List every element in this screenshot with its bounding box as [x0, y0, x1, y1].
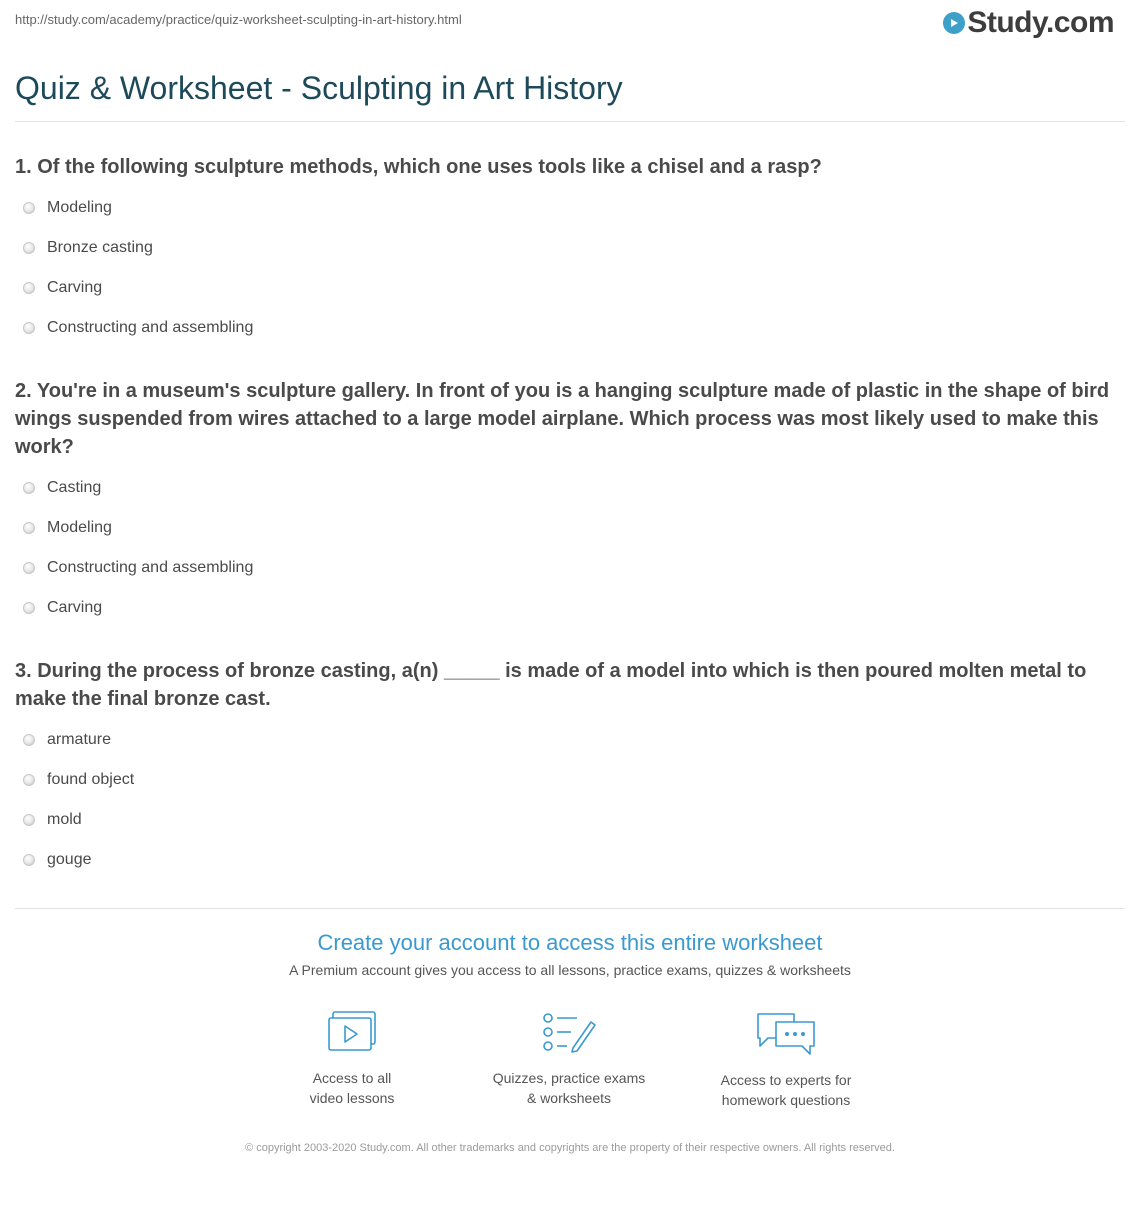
answer-option[interactable]	[15, 268, 1115, 308]
answer-label: found object	[47, 771, 135, 788]
page-title: Quiz & Worksheet - Sculpting in Art History	[15, 70, 623, 106]
answer-label: Carving	[47, 599, 103, 616]
play-icon	[943, 12, 965, 34]
study-logo[interactable]	[943, 6, 1114, 40]
radio-button[interactable]	[23, 522, 35, 534]
signup-cta	[0, 930, 1140, 978]
radio-button[interactable]	[23, 602, 35, 614]
question-1	[15, 153, 1115, 348]
answer-option[interactable]	[15, 468, 1115, 508]
copyright-footer: © copyright 2003-2020 Study.com. All other trademarks and copyrights are the property of their respective owners. All rights reserved.	[245, 1142, 895, 1154]
radio-button[interactable]	[23, 562, 35, 574]
answer-option[interactable]	[15, 188, 1115, 228]
answer-option[interactable]	[15, 840, 1115, 880]
divider	[15, 908, 1125, 909]
question-text: 1. Of the following sculpture methods, which one uses tools like a chisel and a rasp?	[15, 156, 822, 178]
radio-button[interactable]	[23, 814, 35, 826]
answer-label: Modeling	[47, 519, 112, 536]
feature-quizzes	[469, 1010, 669, 1108]
answer-label: armature	[47, 731, 112, 748]
radio-button[interactable]	[23, 482, 35, 494]
radio-button[interactable]	[23, 854, 35, 866]
divider	[15, 121, 1125, 122]
radio-button[interactable]	[23, 242, 35, 254]
answer-option[interactable]	[15, 308, 1115, 348]
answer-label: Casting	[47, 479, 102, 496]
radio-button[interactable]	[23, 322, 35, 334]
feature-label-line1: Access to all	[312, 1070, 392, 1086]
answer-label: gouge	[47, 851, 92, 868]
answer-list	[15, 468, 1115, 628]
answer-list	[15, 720, 1115, 880]
answer-list	[15, 188, 1115, 348]
radio-button[interactable]	[23, 202, 35, 214]
answer-label: mold	[47, 811, 82, 828]
answer-label: Bronze casting	[47, 239, 153, 256]
quiz-checklist-icon	[541, 1010, 597, 1054]
radio-button[interactable]	[23, 774, 35, 786]
cta-title[interactable]: Create your account to access this entire worksheet	[317, 930, 823, 955]
video-lesson-icon	[327, 1010, 377, 1054]
page-url[interactable]: http://study.com/academy/practice/quiz-worksheet-sculpting-in-art-history.html	[15, 12, 462, 27]
feature-experts	[686, 1010, 886, 1110]
radio-button[interactable]	[23, 282, 35, 294]
question-text: 2. You're in a museum's sculpture gallery. In front of you is a hanging sculpture made of plastic in the shape of bird wings suspended from wires attached to a large model airplane. Which process was most likely used to make this work?	[15, 380, 1110, 458]
answer-option[interactable]	[15, 588, 1115, 628]
answer-label: Modeling	[47, 199, 112, 216]
question-text: 3. During the process of bronze casting, a(n) _____ is made of a model into which is then poured molten metal to make the final bronze cast.	[15, 660, 1087, 710]
answer-label: Constructing and assembling	[47, 559, 254, 576]
feature-video-lessons	[252, 1010, 452, 1108]
answer-option[interactable]	[15, 800, 1115, 840]
feature-label-line2: video lessons	[309, 1090, 395, 1106]
expert-chat-icon	[754, 1010, 818, 1056]
answer-label: Carving	[47, 279, 103, 296]
answer-option[interactable]	[15, 720, 1115, 760]
answer-option[interactable]	[15, 228, 1115, 268]
answer-option[interactable]	[15, 760, 1115, 800]
logo-text: Study.com	[967, 6, 1114, 39]
answer-option[interactable]	[15, 508, 1115, 548]
answer-label: Constructing and assembling	[47, 319, 254, 336]
feature-label-line1: Quizzes, practice exams	[492, 1070, 646, 1086]
question-3	[15, 657, 1115, 880]
answer-option[interactable]	[15, 548, 1115, 588]
cta-subtitle: A Premium account gives you access to all lessons, practice exams, quizzes & worksheets	[289, 962, 851, 978]
feature-label-line2: & worksheets	[526, 1090, 612, 1106]
question-2	[15, 377, 1115, 628]
feature-label-line2: homework questions	[721, 1092, 851, 1108]
feature-label-line1: Access to experts for	[720, 1072, 852, 1088]
radio-button[interactable]	[23, 734, 35, 746]
